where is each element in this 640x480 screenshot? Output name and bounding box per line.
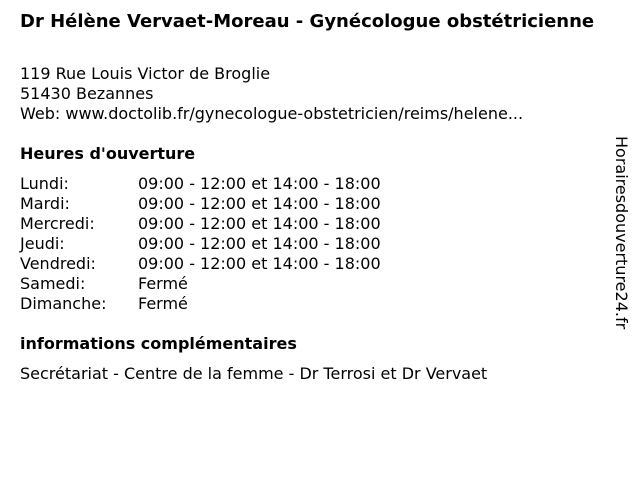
hours-row-samedi [20, 274, 381, 294]
day-hours: 09:00 - 12:00 et 14:00 - 18:00 [138, 254, 381, 273]
address-block [20, 64, 523, 124]
day-hours: 09:00 - 12:00 et 14:00 - 18:00 [138, 174, 381, 193]
hours-row-dimanche [20, 294, 381, 314]
hours-row-lundi [20, 174, 381, 194]
hours-heading: Heures d'ouverture [20, 144, 196, 163]
hours-table [20, 174, 381, 314]
hours-row-mardi [20, 194, 381, 214]
day-label: Samedi: [20, 274, 86, 293]
day-hours: 09:00 - 12:00 et 14:00 - 18:00 [138, 214, 381, 233]
watermark-text: Horairesdouverture24.fr [612, 136, 631, 330]
day-label: Vendredi: [20, 254, 96, 273]
day-label: Mardi: [20, 194, 70, 213]
day-label: Mercredi: [20, 214, 95, 233]
day-hours: Fermé [138, 294, 188, 313]
hours-row-mercredi [20, 214, 381, 234]
day-label: Lundi: [20, 174, 69, 193]
day-label: Dimanche: [20, 294, 107, 313]
day-hours: 09:00 - 12:00 et 14:00 - 18:00 [138, 234, 381, 253]
address-street: 119 Rue Louis Victor de Broglie [20, 64, 271, 83]
day-hours: 09:00 - 12:00 et 14:00 - 18:00 [138, 194, 381, 213]
address-city: 51430 Bezannes [20, 84, 154, 103]
hours-row-vendredi [20, 254, 381, 274]
day-hours: Fermé [138, 274, 188, 293]
info-heading: informations complémentaires [20, 334, 297, 353]
hours-row-jeudi [20, 234, 381, 254]
day-label: Jeudi: [20, 234, 65, 253]
website-link[interactable]: Web: www.doctolib.fr/gynecologue-obstetricien/reims/helene... [20, 104, 524, 123]
info-text: Secrétariat - Centre de la femme - Dr Terrosi et Dr Vervaet [20, 364, 488, 383]
listing-title: Dr Hélène Vervaet-Moreau - Gynécologue obstétricienne [20, 11, 595, 32]
